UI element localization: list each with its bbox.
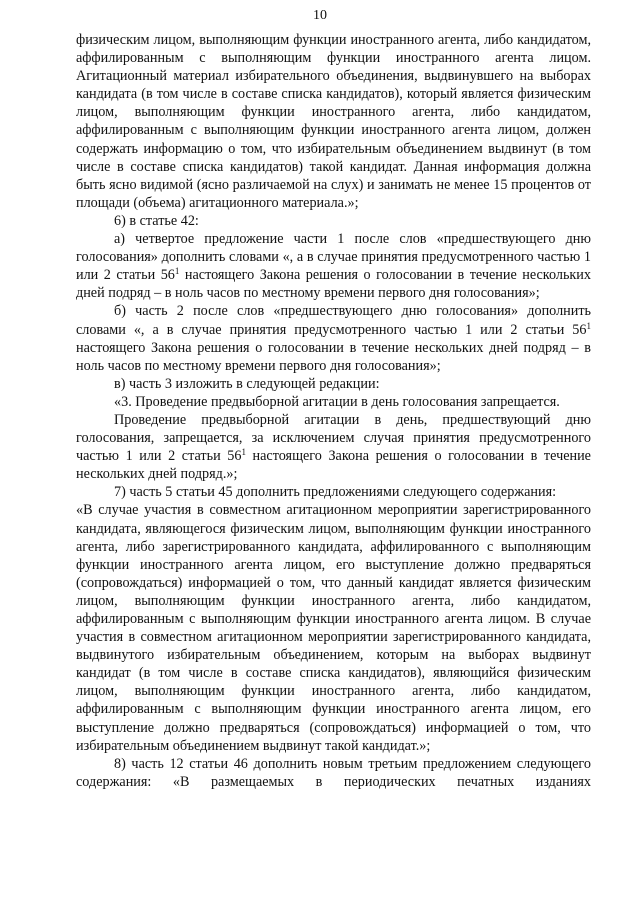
paragraph-text: настоящего Закона решения о голосовании в течение нескольких дней подряд.»; <box>76 448 591 483</box>
paragraph <box>76 411 591 483</box>
paragraph: 6) в статье 42: <box>114 212 199 229</box>
paragraph: физическим лицом, выполняющим функции иностранного агента, либо кандидатом, аффилированным с выполняющим функции иностранного агента лицом. Агитационный материал избирательного объединения, выдвинувшего на выборах кандидата (в том числе в составе списка кандидатов), который является физическим лицом, выполняющим функции иностранного агента, либо кандидатом, аффилированным с выполняющим функции иностранного агента лицом, должен содержать информацию о том, что избирательным объединением выдвинут (в том числе в составе списка кандидатов) такой кандидат. Данная информация должна быть ясно видимой (ясно различаемой на слух) и занимать не менее 15 процентов от площади (объема) агитационного материала.»; <box>76 32 591 211</box>
paragraph-text: настоящего Закона решения о голосовании в течение нескольких дней подряд – в ноль часов по местному времени первого дня голосования»; <box>76 267 591 302</box>
paragraph: «В случае участия в совместном агитационном мероприятии зарегистрированного кандидата, являющегося физическим лицом, выполняющим функции иностранного агента, либо зарегистрированного кандидата, аффилированного с выполняющим функции иностранного агента лицом, его выступление должно предваряться (сопровождаться) информацией о том, что данный кандидат является физическим лицом, выполняющим функции иностранного агента, либо кандидатом, аффилированным с выполняющим функции иностранного агента лицом. В случае участия в совместном агитационном мероприятии зарегистрированного кандидата, выдвинутого избирательным объединением, которым на выборах выдвинут кандидат (в том числе в составе списка кандидатов), являющийся физическим лицом, выполняющим функции иностранного агента, либо кандидатом, аффилированным с выполняющим функции иностранного агента лицом, его выступление должно предваряться (сопровождаться) информацией о том, что избирательным объединением выдвинут такой кандидат.»; <box>76 502 591 754</box>
superscript: 1 <box>174 266 180 277</box>
paragraph: в) часть 3 изложить в следующей редакции: <box>114 375 380 392</box>
superscript: 1 <box>241 447 246 458</box>
paragraph: 8) часть 12 статьи 46 дополнить новым третьим предложением следующего содержания: «В размещаемых в периодических печатных изданиях <box>76 755 591 790</box>
document-body <box>76 31 591 791</box>
paragraph-text: настоящего Закона решения о голосовании в течение нескольких дней подряд – в ноль часов по местному времени первого дня голосования»; <box>76 339 591 374</box>
paragraph: «3. Проведение предвыборной агитации в день голосования запрещается. <box>114 393 560 410</box>
paragraph <box>76 230 591 302</box>
superscript: 1 <box>586 320 591 331</box>
page-number: 10 <box>313 8 327 23</box>
paragraph: 7) часть 5 статьи 45 дополнить предложениями следующего содержания: <box>114 484 557 501</box>
paragraph-text: б) часть 2 после слов «предшествующего дню голосования» дополнить словами «, а в случае принятия предусмотренного частью 1 или 2 статьи 56 <box>76 303 591 338</box>
paragraph-text: Проведение предвыборной агитации в день, предшествующий дню голосования, запрещается, за исключением случая принятия предусмотренного частью 1 или 2 статьи 56 <box>76 411 591 465</box>
paragraph-text: а) четвертое предложение части 1 после слов «предшествующего дню голосования» дополнить словами «, а в случае принятия предусмотренного частью 1 или 2 статьи 56 <box>76 231 591 284</box>
paragraph <box>76 302 591 374</box>
